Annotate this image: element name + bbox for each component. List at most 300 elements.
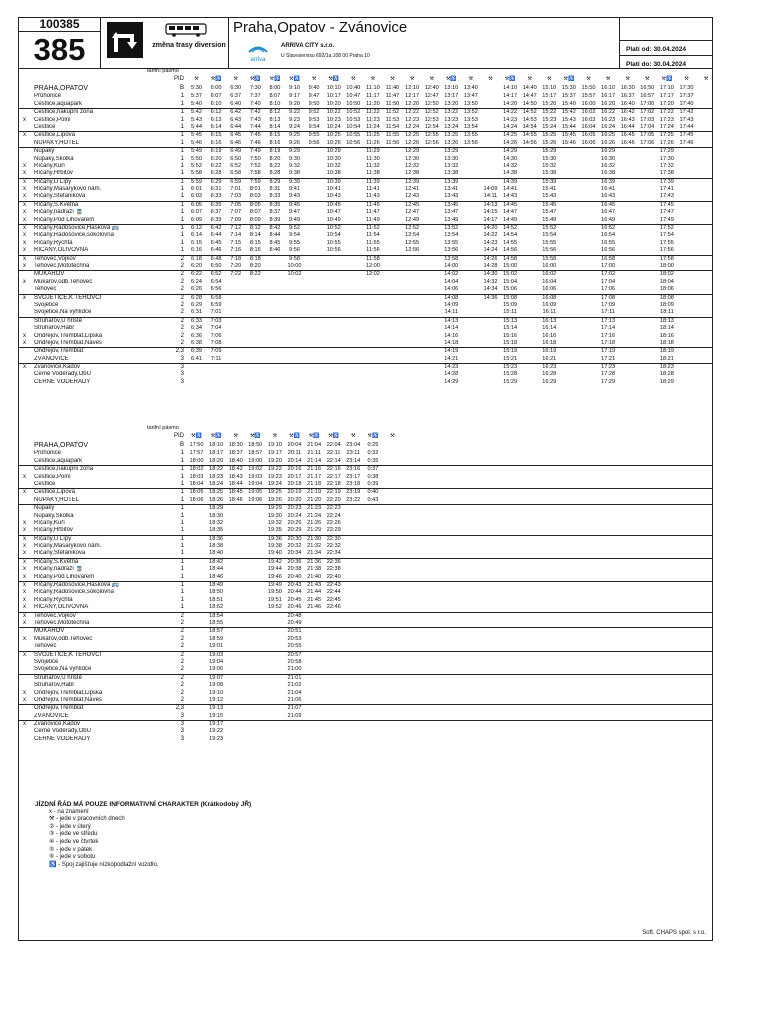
- departure-time: 18:13: [659, 317, 674, 324]
- departure-time: 22:26: [326, 519, 341, 526]
- departure-time: 6:31: [210, 186, 222, 193]
- departure-time: 15:43: [542, 193, 557, 200]
- stop-row: [19, 450, 713, 457]
- departure-time: 16:09: [542, 301, 557, 308]
- departure-time: 8:15: [249, 239, 261, 246]
- departure-time: 12:45: [405, 201, 420, 208]
- departure-time: 22:17: [326, 473, 341, 480]
- departure-time: 7:07: [230, 209, 242, 216]
- stop-row: [19, 371, 713, 378]
- departure-time: 13:43: [444, 193, 459, 200]
- departure-time: 9:47: [308, 93, 320, 100]
- departure-time: 6:31: [191, 309, 202, 316]
- stop-row: [19, 186, 713, 193]
- departure-time: 16:19: [542, 348, 557, 355]
- tariff-zone: 1: [180, 450, 184, 457]
- stop-row: [19, 140, 713, 148]
- departure-time: 8:44: [269, 232, 281, 239]
- tariff-zone: 1: [180, 505, 184, 512]
- departure-time: 6:41: [191, 355, 202, 362]
- on-request-mark: x: [23, 255, 26, 262]
- stop-name: Struhařov,Habr: [34, 325, 75, 332]
- departure-time: 12:47: [405, 209, 420, 216]
- stop-name: ZVÁNOVICE: [34, 712, 69, 719]
- departure-time: 15:44: [561, 123, 576, 130]
- departure-time: 14:11: [483, 193, 498, 200]
- departure-time: 17:14: [601, 325, 616, 332]
- departure-time: 19:50: [267, 589, 282, 596]
- departure-time: 17:45: [679, 132, 694, 139]
- departure-time: 11:40: [385, 85, 400, 92]
- departure-time: 15:45: [561, 132, 576, 139]
- departure-time: 18:55: [209, 619, 224, 626]
- departure-time: 9:29: [289, 148, 300, 155]
- trip-symbol-icon: ⚒♿: [308, 433, 320, 439]
- stop-name: Říčany,Hřbitov: [34, 527, 73, 534]
- departure-time: 12:23: [405, 116, 420, 123]
- stop-row: [19, 458, 713, 466]
- arriva-logo: [243, 42, 273, 64]
- departure-time: 9:55: [289, 239, 300, 246]
- departure-time: 14:22: [483, 232, 498, 239]
- stop-name: Říčany,Radošovice,Hasková 🚌: [34, 225, 120, 232]
- departure-time: 12:39: [405, 178, 420, 185]
- departure-time: 14:54: [503, 232, 518, 239]
- departure-time: 15:23: [542, 116, 557, 123]
- departure-time: 16:42: [620, 109, 635, 116]
- departure-time: 16:04: [542, 278, 557, 285]
- legend-item: ♿ - Spoj zajišťuje nízkopodlažní vozidlo.: [49, 861, 159, 868]
- departure-time: 18:32: [209, 519, 224, 526]
- departure-time: 21:46: [307, 604, 322, 611]
- tariff-zone: 2: [180, 696, 184, 703]
- on-request-mark: x: [23, 262, 26, 269]
- departure-time: 9:52: [308, 109, 320, 116]
- stop-row: [19, 286, 713, 294]
- stop-row: [19, 666, 713, 674]
- departure-time: 19:08: [209, 682, 224, 689]
- departure-time: 18:25: [209, 489, 224, 496]
- departure-time: 9:40: [308, 85, 320, 92]
- departure-time: 8:22: [249, 271, 261, 278]
- departure-time: 22:30: [326, 535, 341, 542]
- departure-time: 14:52: [522, 109, 537, 116]
- departure-time: 14:55: [522, 132, 537, 139]
- stop-row: [19, 156, 713, 163]
- departure-time: 18:24: [209, 480, 224, 487]
- stop-name: Struhařov,U hřiště: [34, 674, 82, 681]
- trip-symbol-icon: ⚒: [390, 76, 395, 82]
- departure-time: 0:25: [367, 442, 379, 449]
- departure-time: 13:50: [463, 100, 478, 107]
- departure-time: 17:56: [659, 247, 674, 254]
- departure-time: 7:18: [230, 255, 242, 262]
- departure-time: 8:13: [269, 116, 281, 123]
- tariff-zone: 1: [180, 201, 184, 208]
- departure-time: 10:00: [287, 262, 302, 269]
- departure-time: 11:17: [366, 93, 380, 100]
- departure-time: 19:07: [209, 674, 224, 681]
- departure-time: 22:20: [326, 496, 341, 503]
- stop-row: [19, 713, 713, 721]
- departure-time: 22:34: [326, 550, 341, 557]
- departure-time: 7:52: [249, 162, 261, 169]
- stop-row: [19, 148, 713, 155]
- stop-name: Tehovec,Vojkov: [34, 255, 76, 262]
- departure-time: 9:41: [289, 186, 300, 193]
- departure-time: 10:53: [346, 116, 361, 123]
- departure-time: 7:22: [230, 271, 242, 278]
- stop-name: Nupaky,Školka: [34, 512, 74, 519]
- departure-time: 21:40: [307, 573, 322, 580]
- departure-time: 17:46: [679, 139, 694, 146]
- trip-symbol-icon: ⚒♿: [504, 76, 516, 82]
- departure-time: 18:52: [209, 604, 224, 611]
- departure-time: 16:56: [601, 247, 616, 254]
- departure-time: 13:25: [444, 132, 459, 139]
- tariff-zone: 2: [180, 339, 184, 346]
- stop-name: Čestlice,Polní: [34, 116, 71, 123]
- departure-time: 17:29: [659, 148, 674, 155]
- departure-time: 10:25: [326, 132, 341, 139]
- departure-time: 14:09: [483, 186, 498, 193]
- departure-time: 14:23: [503, 116, 518, 123]
- departure-time: 14:47: [522, 93, 537, 100]
- departure-time: 15:09: [503, 301, 518, 308]
- departure-time: 8:42: [269, 225, 281, 232]
- departure-time: 16:23: [542, 364, 557, 371]
- departure-time: 15:28: [503, 371, 518, 378]
- departure-time: 17:52: [659, 225, 674, 232]
- departure-time: 15:04: [503, 278, 518, 285]
- departure-time: 14:34: [483, 286, 498, 293]
- departure-time: 18:30: [228, 442, 243, 449]
- departure-time: 6:14: [191, 232, 202, 239]
- departure-time: 14:24: [483, 247, 498, 254]
- stop-name: Zvánovice,Kadov: [34, 364, 81, 371]
- departure-time: 10:41: [326, 186, 341, 193]
- departure-time: 8:16: [269, 139, 281, 146]
- departure-time: 12:40: [424, 85, 439, 92]
- departure-time: 18:21: [659, 355, 674, 362]
- stop-row: [19, 340, 713, 348]
- departure-time: 7:59: [249, 178, 261, 185]
- departure-time: 21:17: [307, 473, 322, 480]
- departure-time: 11:52: [366, 225, 380, 232]
- departure-time: 17:25: [659, 132, 674, 139]
- departure-time: 5:37: [191, 93, 202, 100]
- stop-name: NUPAKY,HOTEL: [34, 496, 80, 503]
- departure-time: 9:39: [289, 178, 300, 185]
- departure-time: 21:44: [307, 589, 322, 596]
- departure-time: 22:36: [326, 558, 341, 565]
- departure-time: 17:09: [601, 301, 616, 308]
- tariff-zone: B: [179, 442, 184, 449]
- departure-time: 18:44: [209, 566, 224, 573]
- diversion-label: změna trasy diversion: [152, 42, 226, 49]
- tariff-zone: 1: [180, 209, 184, 216]
- departure-time: 14:32: [483, 278, 498, 285]
- tariff-zone: 1: [180, 535, 184, 542]
- departure-time: 16:00: [542, 262, 557, 269]
- departure-time: 20:46: [287, 604, 302, 611]
- on-request-mark: x: [23, 364, 26, 371]
- pid-label: PID: [173, 433, 184, 439]
- operator-address: U Stavoservisu 692/1a,108 00 Praha 10: [281, 53, 370, 59]
- departure-time: 19:10: [267, 442, 282, 449]
- departure-time: 6:28: [191, 294, 202, 301]
- stop-row: [19, 682, 713, 689]
- departure-time: 20:45: [287, 596, 302, 603]
- trip-symbol-icon: ⚒♿: [328, 76, 340, 82]
- departure-time: 0:37: [367, 466, 379, 473]
- departure-time: 12:24: [405, 123, 420, 130]
- stop-name: SVOJETICE,K TEHOVCI: [34, 651, 102, 658]
- departure-time: 16:13: [542, 317, 557, 324]
- tariff-zone: 1: [180, 519, 184, 526]
- departure-time: 10:38: [326, 170, 341, 177]
- departure-time: 9:22: [289, 109, 300, 116]
- departure-time: 20:38: [287, 566, 302, 573]
- stop-name: ZVÁNOVICE: [34, 355, 69, 362]
- departure-time: 12:41: [405, 186, 420, 193]
- departure-time: 18:02: [659, 271, 674, 278]
- departure-time: 12:00: [365, 262, 380, 269]
- departure-time: 22:23: [326, 505, 341, 512]
- departure-time: 21:09: [287, 712, 302, 719]
- stop-name: Říčany,U Lípy: [34, 178, 72, 185]
- departure-time: 13:22: [444, 109, 459, 116]
- departure-time: 10:49: [326, 216, 341, 223]
- departure-time: 23:17: [346, 473, 361, 480]
- departure-time: 22:18: [326, 480, 341, 487]
- stop-row: [19, 604, 713, 612]
- departure-time: 18:05: [189, 489, 204, 496]
- departure-time: 13:56: [463, 139, 478, 146]
- tariff-zone: 2: [180, 262, 184, 269]
- stop-name: Tehovec,Mototechna: [34, 619, 90, 626]
- departure-time: 16:30: [601, 155, 616, 162]
- legend-item: ⑥ - jede v sobotu: [49, 854, 96, 861]
- departure-time: 18:50: [209, 589, 224, 596]
- departure-time: 14:56: [503, 247, 518, 254]
- departure-time: 19:49: [267, 582, 282, 589]
- trip-symbol-icon: ⚒♿: [563, 76, 575, 82]
- departure-time: 7:05: [230, 201, 242, 208]
- trip-symbol-icon: ⚒: [390, 433, 395, 439]
- on-request-mark: x: [23, 201, 26, 208]
- stop-row: [19, 163, 713, 170]
- stop-row: [19, 348, 713, 355]
- tariff-zone: 1: [180, 566, 184, 573]
- departure-time: 17:40: [679, 100, 694, 107]
- departure-time: 6:26: [191, 286, 202, 293]
- on-request-mark: x: [23, 116, 26, 123]
- departure-time: 20:20: [287, 496, 302, 503]
- stop-row: [19, 628, 713, 635]
- departure-time: 19:17: [209, 721, 224, 728]
- departure-time: 15:02: [503, 271, 518, 278]
- departure-time: 16:03: [581, 116, 596, 123]
- departure-time: 18:35: [209, 527, 224, 534]
- tariff-zone: 2: [180, 682, 184, 689]
- departure-time: 17:26: [659, 139, 674, 146]
- departure-time: 8:07: [269, 93, 281, 100]
- departure-time: 8:22: [269, 162, 281, 169]
- departure-time: 6:01: [191, 186, 202, 193]
- departure-time: 6:30: [230, 85, 242, 92]
- stop-row: [19, 333, 713, 340]
- departure-time: 17:06: [640, 139, 655, 146]
- departure-time: 5:42: [191, 109, 202, 116]
- stop-name: Čestlice: [34, 480, 56, 487]
- on-request-mark: x: [23, 596, 26, 603]
- departure-time: 7:09: [230, 216, 242, 223]
- departure-time: 14:38: [503, 170, 518, 177]
- departure-time: 8:16: [249, 247, 261, 254]
- departure-time: 18:14: [659, 325, 674, 332]
- tariff-zone: 2: [180, 317, 184, 324]
- trip-symbol-icon: ⚒♿: [661, 76, 673, 82]
- departure-time: 7:03: [230, 193, 242, 200]
- departure-time: 6:07: [210, 93, 222, 100]
- departure-time: 12:10: [405, 85, 420, 92]
- departure-time: 19:13: [209, 705, 224, 712]
- tariff-zone: 2: [180, 689, 184, 696]
- stop-row: [19, 536, 713, 543]
- stop-row: [19, 466, 713, 473]
- departure-time: 16:02: [542, 271, 557, 278]
- tariff-zone: 1: [180, 596, 184, 603]
- departure-time: 13:55: [444, 239, 459, 246]
- departure-time: 20:16: [287, 466, 302, 473]
- stop-row: [19, 279, 713, 286]
- tariff-zone: 1: [180, 480, 184, 487]
- departure-time: 20:57: [287, 651, 302, 658]
- on-request-mark: x: [23, 573, 26, 580]
- tariff-zone: 3: [180, 728, 184, 735]
- departure-time: 9:10: [289, 85, 300, 92]
- departure-time: 17:19: [601, 348, 616, 355]
- departure-time: 6:44: [230, 123, 242, 130]
- departure-time: 13:32: [444, 162, 459, 169]
- departure-time: 14:54: [522, 123, 537, 130]
- departure-time: 19:03: [209, 651, 224, 658]
- departure-time: 9:45: [289, 201, 300, 208]
- trip-symbol-icon: ⚒: [370, 76, 376, 82]
- trip-symbol-icon: ⚒: [233, 76, 238, 82]
- stop-name: Svojetice,Na vyhlídce: [34, 666, 92, 673]
- stop-name: Říčany,Hřbitov: [34, 170, 73, 177]
- on-request-mark: x: [23, 696, 26, 703]
- departure-time: 18:51: [209, 596, 224, 603]
- departure-time: 11:10: [366, 85, 380, 92]
- stop-row: [19, 356, 713, 364]
- tariff-zone: 2: [180, 286, 184, 293]
- departure-time: 20:11: [287, 450, 302, 457]
- departure-time: 9:20: [289, 100, 300, 107]
- departure-time: 11:45: [366, 201, 380, 208]
- departure-time: 14:26: [483, 255, 498, 262]
- departure-time: 10:02: [287, 271, 302, 278]
- stop-row: [19, 132, 713, 139]
- departure-time: 16:30: [620, 85, 635, 92]
- departure-time: 12:54: [424, 123, 439, 130]
- tariff-zone: 3: [180, 378, 184, 385]
- tariff-zone: 3: [180, 712, 184, 719]
- tariff-zone: 1: [180, 558, 184, 565]
- on-request-mark: x: [23, 225, 26, 232]
- departure-time: 22:45: [326, 596, 341, 603]
- departure-time: 8:35: [269, 201, 281, 208]
- departure-time: 18:43: [228, 473, 243, 480]
- stop-name: Černé Voděrady,ObÚ: [34, 371, 91, 378]
- departure-time: 17:55: [659, 239, 674, 246]
- tariff-zone: 1: [180, 139, 184, 146]
- departure-time: 21:34: [307, 550, 322, 557]
- stop-name: Říčany,Štefánikova: [34, 193, 86, 200]
- tariff-zone: 3: [180, 364, 184, 371]
- departure-time: 12:02: [365, 271, 380, 278]
- departure-time: 14:52: [503, 225, 518, 232]
- departure-time: 14:09: [444, 301, 459, 308]
- departure-time: 16:20: [601, 100, 616, 107]
- stop-row: [19, 193, 713, 201]
- departure-time: 6:14: [210, 123, 222, 130]
- departure-time: 21:38: [307, 566, 322, 573]
- departure-time: 18:22: [209, 466, 224, 473]
- departure-time: 17:23: [659, 116, 674, 123]
- departure-time: 19:20: [267, 457, 282, 464]
- departure-time: 16:32: [601, 162, 616, 169]
- stop-row: [19, 489, 713, 496]
- line-code-box: [19, 18, 101, 68]
- departure-time: 20:32: [287, 543, 302, 550]
- on-request-mark: x: [23, 635, 26, 642]
- departure-time: 17:37: [679, 93, 694, 100]
- stop-name: ČERNÉ VODĚRADY: [34, 378, 91, 385]
- stop-row: [19, 217, 713, 225]
- departure-time: 13:47: [444, 209, 459, 216]
- departure-time: 15:56: [542, 247, 557, 254]
- departure-time: 14:45: [503, 201, 518, 208]
- departure-time: 18:00: [659, 262, 674, 269]
- stop-row: [19, 597, 713, 604]
- bus-icon: [165, 23, 207, 37]
- departure-time: 17:43: [679, 116, 694, 123]
- stop-row: [19, 318, 713, 325]
- tariff-zone: 1: [180, 93, 184, 100]
- departure-time: 18:42: [228, 466, 243, 473]
- tariff-zone: 1: [180, 247, 184, 254]
- stop-name: Říčany,Štefánikova: [34, 550, 86, 557]
- departure-time: 7:01: [230, 186, 242, 193]
- departure-time: 14:56: [522, 139, 537, 146]
- tariff-zone: 1: [180, 178, 184, 185]
- departure-time: 10:52: [346, 109, 361, 116]
- departure-time: 17:02: [601, 271, 616, 278]
- departure-time: 21:23: [307, 505, 322, 512]
- stop-name: Nupaky,Školka: [34, 155, 74, 162]
- departure-time: 6:58: [210, 294, 222, 301]
- departure-time: 11:54: [385, 123, 400, 130]
- departure-time: 18:23: [209, 473, 224, 480]
- departure-time: 14:30: [503, 155, 518, 162]
- stop-row: [19, 170, 713, 178]
- departure-time: 12:52: [424, 109, 439, 116]
- departure-time: 12:50: [424, 100, 439, 107]
- departure-time: 6:15: [210, 132, 222, 139]
